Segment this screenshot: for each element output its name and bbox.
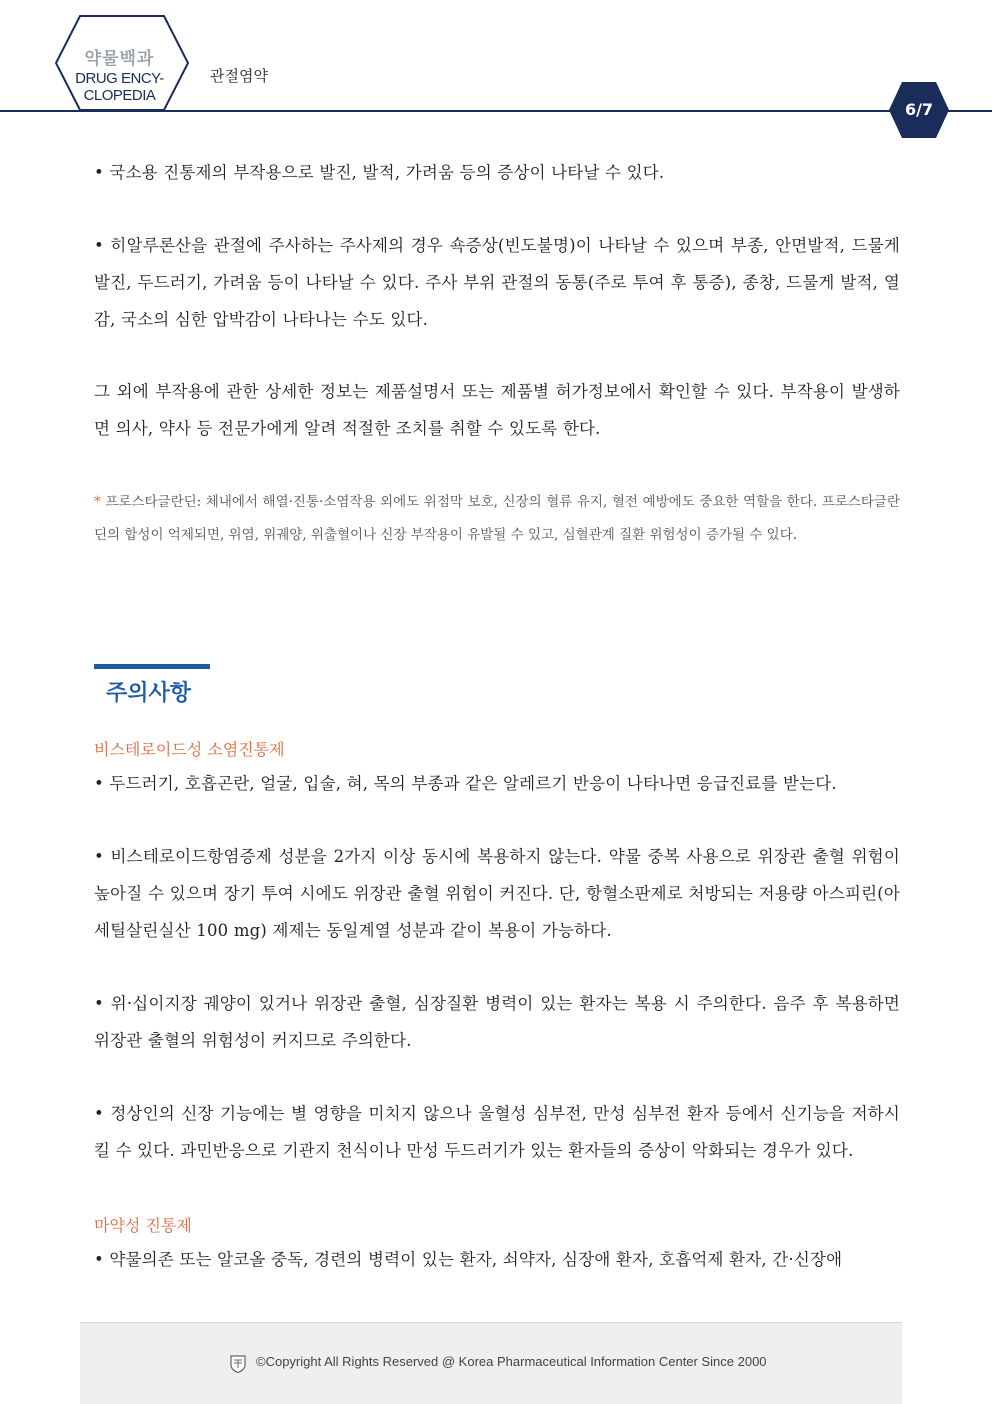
caution-item: • 비스테로이드항염증제 성분을 2가지 이상 동시에 복용하지 않는다. 약물 중복 사용으로 위장관 출혈 위험이 높아질 수 있으며 장기 투여 시에도 위장관 출혈 위험이 커진다. 단, 항혈소판제로 처방되는 저용량 아스피린(아세틸살린실산 100 mg) 제제는 동일계열 성분과 같이 복용이 가능하다. [94,847,900,940]
note-text: 프로스타글란딘: 체내에서 해열·진통·소염작용 외에도 위점막 보호, 신장의 혈류 유지, 혈전 예방에도 중요한 역할을 한다. 프로스타글란딘의 합성이 억제되면, 위염, 위궤양, 위출혈이나 신장 부작용이 유발될 수 있고, 심혈관계 질환 위험성이 증가될 수 있다. [94,494,901,543]
logo-english-line1: DRUG ENCY- [75,70,164,87]
subhead-opioids: 마약성 진통제 [94,1216,192,1235]
heading-accent-bar [94,664,210,669]
page-header [0,0,992,140]
subhead-nsaids: 비스테로이드성 소염진통제 [94,740,285,759]
kpic-emblem-icon [230,1355,246,1373]
paragraph-more-info: 그 외에 부작용에 관한 상세한 정보는 제품설명서 또는 제품별 허가정보에서 확인할 수 있다. 부작용이 발생하면 의사, 약사 등 전문가에게 알려 적절한 조치를 취할 수 있도록 한다. [94,382,900,438]
page-number-badge [888,80,950,140]
section-title: 관절염약 [210,67,268,85]
caution-item: • 약물의존 또는 알코올 중독, 경련의 병력이 있는 환자, 쇠약자, 심장애 환자, 호흡억제 환자, 간·신장애 [94,1250,843,1269]
caution-heading: 주의사항 [106,681,192,706]
prostaglandin-note [94,486,900,552]
page-number: 6/7 [904,100,934,119]
paragraph-hyaluronic-injection: • 히알루론산을 관절에 주사하는 주사제의 경우 쇽증상(빈도불명)이 나타날 수 있으며 부종, 안면발적, 드물게 발진, 두드러기, 가려움 등이 나타날 수 있다. 주사 부위 관절의 동통(주로 투여 후 통증), 종창, 드물게 발적, 열감, 국소의 심한 압박감이 나타나는 수도 있다. [94,236,900,329]
page-footer [80,1322,902,1404]
logo-korean-text: 약물백과 [84,49,155,69]
copyright-text: ©Copyright All Rights Reserved @ Korea Pharmaceutical Information Center Since 2000 [256,1354,767,1369]
caution-item: • 정상인의 신장 기능에는 별 영향을 미치지 않으나 울혈성 심부전, 만성 심부전 환자 등에서 신기능을 저하시킬 수 있다. 과민반응으로 기관지 천식이나 만성 두드러기가 있는 환자들의 증상이 악화되는 경우가 있다. [94,1104,900,1160]
note-asterisk: * [94,494,101,510]
drug-encyclopedia-logo [52,14,192,112]
paragraph-topical-side-effects: • 국소용 진통제의 부작용으로 발진, 발적, 가려움 등의 증상이 나타날 수 있다. [94,163,665,182]
logo-english-text [52,70,187,104]
logo-english-line2: CLOPEDIA [83,87,156,104]
header-divider [0,110,992,112]
caution-item: • 위·십이지장 궤양이 있거나 위장관 출혈, 심장질환 병력이 있는 환자는 복용 시 주의한다. 음주 후 복용하면 위장관 출혈의 위험성이 커지므로 주의한다. [94,994,900,1050]
caution-item: • 두드러기, 호흡곤란, 얼굴, 입술, 혀, 목의 부종과 같은 알레르기 반응이 나타나면 응급진료를 받는다. [94,774,837,793]
